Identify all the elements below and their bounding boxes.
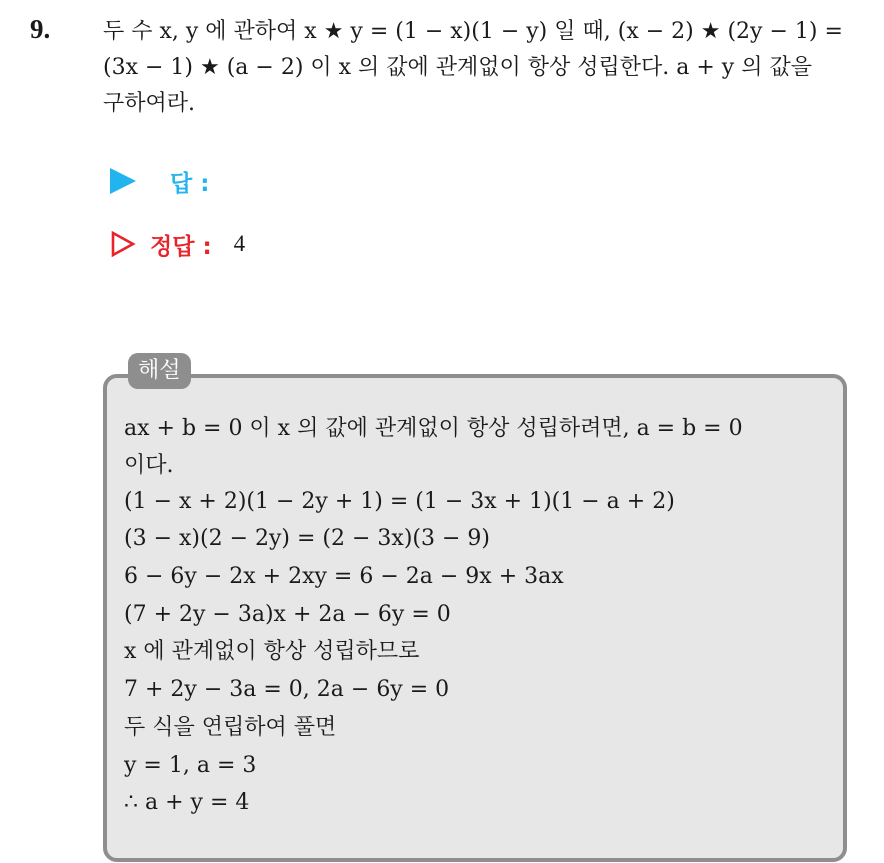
- correct-answer-label: 정답 :: [150, 233, 212, 260]
- explanation-line: x 에 관계없이 항상 성립하므로: [124, 639, 420, 665]
- explanation-line: 7 + 2y − 3a = 0, 2a − 6y = 0: [124, 677, 450, 703]
- correct-answer-value: 4: [233, 231, 246, 256]
- question-line: 두 수 x, y 에 관하여 x ★ y = (1 − x)(1 − y) 일 때, (x − 2) ★ (2y − 1) =: [103, 19, 843, 44]
- explanation-body: [124, 410, 834, 822]
- answer-label: 답 :: [170, 170, 210, 197]
- correct-answer-row: [110, 228, 245, 260]
- explanation-line: (1 − x + 2)(1 − 2y + 1) = (1 − 3x + 1)(1 − a + 2): [124, 488, 675, 514]
- explanation-line: (7 + 2y − 3a)x + 2a − 6y = 0: [124, 601, 451, 627]
- question-line: 구하여라.: [103, 91, 196, 116]
- question-number: 9.: [30, 14, 51, 44]
- explanation-line: (3 − x)(2 − 2y) = (2 − 3x)(3 − 9): [124, 526, 490, 552]
- explanation-line: y = 1, a = 3: [124, 752, 257, 778]
- play-triangle-icon: [110, 168, 136, 194]
- explanation-line: 두 식을 연립하여 풀면: [124, 714, 337, 740]
- outline-triangle-icon: [110, 230, 136, 258]
- answer-row: [110, 166, 209, 196]
- explanation-tag: 해설: [128, 353, 191, 389]
- explanation-line: 이다.: [124, 452, 174, 478]
- explanation-line: ∴ a + y = 4: [124, 790, 250, 816]
- question-text: [103, 14, 863, 122]
- explanation-line: ax + b = 0 이 x 의 값에 관계없이 항상 성립하려면, a = b = 0: [124, 416, 743, 441]
- question-line: (3x − 1) ★ (a − 2) 이 x 의 값에 관계없이 항상 성립한다. a + y 의 값을: [103, 55, 812, 80]
- explanation-line: 6 − 6y − 2x + 2xy = 6 − 2a − 9x + 3ax: [124, 564, 564, 590]
